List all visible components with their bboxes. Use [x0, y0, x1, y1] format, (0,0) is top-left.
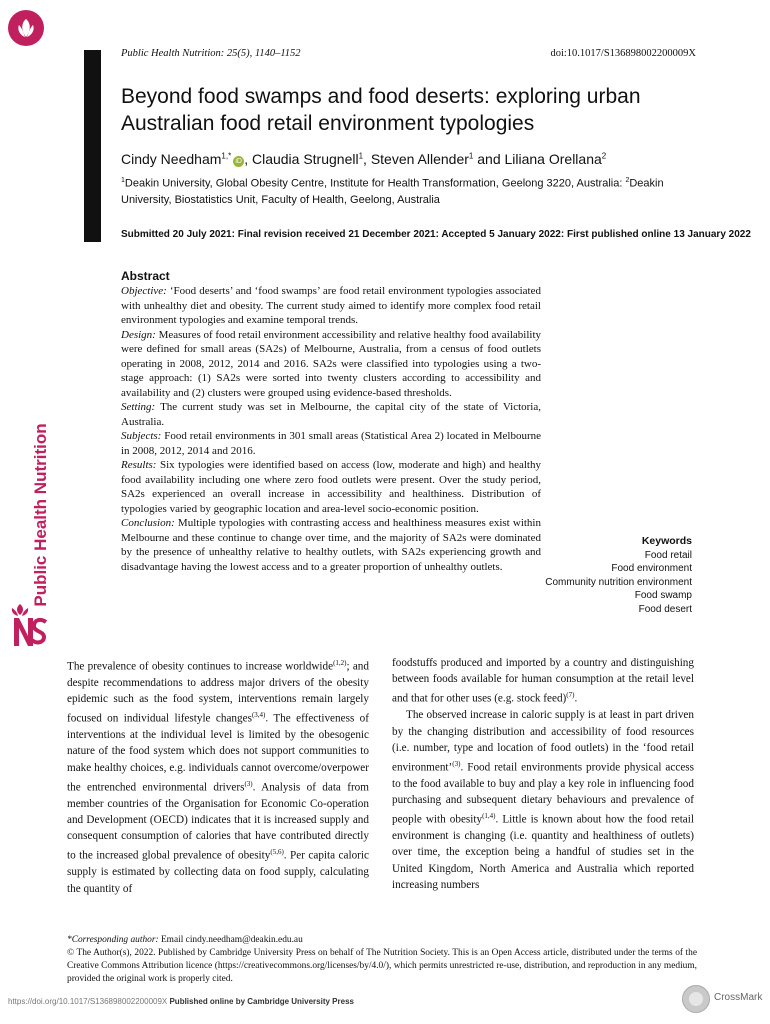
- article-dates: Submitted 20 July 2021: Final revision received 21 December 2021: Accepted 5 January 2022: First published online 13 January 2022: [121, 229, 751, 240]
- citation-ref[interactable]: (1,2): [333, 659, 347, 667]
- crossmark-label: CrossMark: [714, 992, 763, 1003]
- body-column-right: [392, 655, 694, 893]
- body-paragraph: foodstuffs produced and imported by a country and distinguishing between foods available for human consumption at the retail level and that for other uses (e.g. stock feed)$^{(7)}$.: [392, 657, 694, 706]
- abstract-results: Results: Six typologies were identified based on access (low, moderate and high) and healthy food availability including one where zero food outlets were present. Over the study period, SA2s experienced an overall increase in accessibility and healthiness. Distribution of typologies varied by geographic location and area-level socio-economic position.: [121, 459, 541, 515]
- abstract-objective: Objective: ‘Food deserts’ and ‘food swamps’ are food retail environment typologies associated with unhealthy diet and obesity. The current study aimed to identify more complex food retail environment typologies and examine temporal trends.: [121, 285, 541, 326]
- journal-logo-icon: [8, 10, 44, 46]
- journal-side-title: Public Health Nutrition: [31, 423, 50, 607]
- keywords-heading: Keywords: [641, 535, 692, 547]
- journal-citation: Public Health Nutrition: 25(5), 1140–1152: [121, 48, 301, 59]
- article-doi[interactable]: doi:10.1017/S136898002200009X: [550, 48, 696, 59]
- orcid-icon[interactable]: iD: [233, 156, 244, 167]
- keyword-item[interactable]: Food retail: [644, 549, 692, 561]
- keyword-item[interactable]: Food environment: [611, 563, 692, 574]
- abstract-body: [121, 284, 541, 574]
- abstract-design: Design: Measures of food retail environment accessibility and relative healthy food availability were defined for small areas (SA2s) of Melbourne, Australia, from a census of food outlets operating in 2008, 2012, 2014 and 2016. SA2s were classified into typologies using a two-stage approach: (1) SA2s were sorted into twenty clusters according to accessibility and availability and (2) clusters were grouped using evidence-based thresholds.: [121, 328, 542, 399]
- footer-doi-link[interactable]: https://doi.org/10.1017/S136898002200009X: [8, 997, 168, 1006]
- citation-ref[interactable]: (1,4): [482, 812, 496, 821]
- author-name[interactable]: , Steven Allender: [363, 151, 469, 167]
- keyword-item[interactable]: Community nutrition environment: [545, 576, 692, 588]
- abstract-subjects: Subjects: Food retail environments in 301 small areas (Statistical Area 2) located in Melbourne in 2008, 2012, 2014 and 2016.: [121, 430, 541, 457]
- author-name[interactable]: and Liliana Orellana: [473, 151, 602, 167]
- abstract-conclusion: Conclusion: Multiple typologies with contrasting access and healthiness measures exist within Melbourne and these continue to change over time, and the majority of SA2s were dominated by the presence of unhealthy relative to healthy outlets, with SA2s experiencing growth and disadvantage having the lowest access and to a greater proportion of unhealthy outlets.: [121, 517, 541, 573]
- article-title: Beyond food swamps and food deserts: exploring urban Australian food retail environment typologies: [121, 85, 641, 135]
- citation-ref[interactable]: (7): [566, 691, 575, 700]
- author-affiliation-mark: 1,*: [221, 151, 232, 161]
- citation-ref[interactable]: (3,4): [251, 711, 266, 720]
- ns-logo-icon: [6, 598, 50, 654]
- keyword-item[interactable]: Food swamp: [634, 590, 692, 601]
- author-affiliation-mark: 1: [468, 151, 474, 161]
- footer-published: Published online by Cambridge University Press: [167, 997, 354, 1006]
- author-affiliation-mark: 1: [358, 151, 364, 161]
- license-notice: © The Author(s), 2022. Published by Cambridge University Press on behalf of The Nutrition Society. This is an Open Access article, distributed under the terms of the Creative Commons Attribution licence (https://creativecommons.org/licenses/by/4.0/), which permits unrestricted re-use, distribution, and reproduction in any medium, provided the original work is properly cited.: [67, 948, 697, 984]
- keywords-box: [545, 535, 692, 616]
- author-affiliation-mark: 2: [601, 151, 607, 161]
- affiliations: $^1$Deakin University, Global Obesity Centre, Institute for Health Transformation, Geelong 3220, Australia: $^2$Deakin University, Biostatistics Unit, Faculty of Health, Geelong, Australia: [121, 177, 664, 206]
- citation-ref[interactable]: (5,6): [270, 848, 284, 857]
- body-paragraph: The prevalence of obesity continues to increase worldwide$^{(1,2)}$; and despite recommendations to address major drivers of the obesity epidemic such as the food system, interventions remain largely focused on individual lifestyle changes$^{(3,4)}$. The effectiveness of interventions at the individual level is limited by the obesogenic nature of the food system which does not support communities to make healthy choices, e.g. individuals cannot overcome/overpower the entrenched environmental drivers$^{(3)}$. Analysis of data from member countries of the Organisation for Economic Co-operation and Development (OECD) indicates that it is increased supply and consequent consumption of calories that have contributed directly to the increased global prevalence of obesity$^{(5,6)}$. Per capita caloric supply is estimated by collecting data on food supply, calculating the quantity of: [67, 659, 369, 895]
- author-name[interactable]: Cindy Needham: [121, 151, 222, 167]
- abstract-heading: Abstract: [121, 269, 170, 283]
- keyword-item[interactable]: Food desert: [638, 603, 692, 615]
- author-name[interactable]: , Claudia Strugnell: [244, 151, 359, 167]
- title-bar-decoration: [84, 50, 101, 242]
- crossmark-icon: [682, 985, 710, 1013]
- author-list: [121, 151, 606, 167]
- body-column-left: [67, 655, 369, 897]
- body-paragraph: The observed increase in caloric supply is at least in part driven by the changing distribution and accessibility of food resources (i.e. number, type and location of food outlets) in the ‘food retail environment’$^{(3)}$. Food retail environments provide physical access to the food available to buy and play a key role in influencing food purchasing and subsequent dietary behaviours and prevalence of people with obesity$^{(1,4)}$. Little is known about how the food retail environment is changing (i.e. quantity and healthiness of outlets) over time, the exception being a handful of studies set in the United Kingdom, North America and Australia which reported increasing numbers: [392, 709, 694, 891]
- corresponding-author: *Corresponding author: Email cindy.needham@deakin.edu.au: [67, 935, 303, 945]
- footnote: [67, 934, 697, 986]
- crossmark-badge[interactable]: [682, 985, 762, 1013]
- citation-ref[interactable]: (3): [244, 779, 253, 788]
- abstract-setting: Setting: The current study was set in Melbourne, the capital city of the state of Victoria, Australia.: [121, 401, 541, 428]
- footer-doi: [8, 997, 354, 1006]
- citation-ref[interactable]: (3): [452, 759, 461, 768]
